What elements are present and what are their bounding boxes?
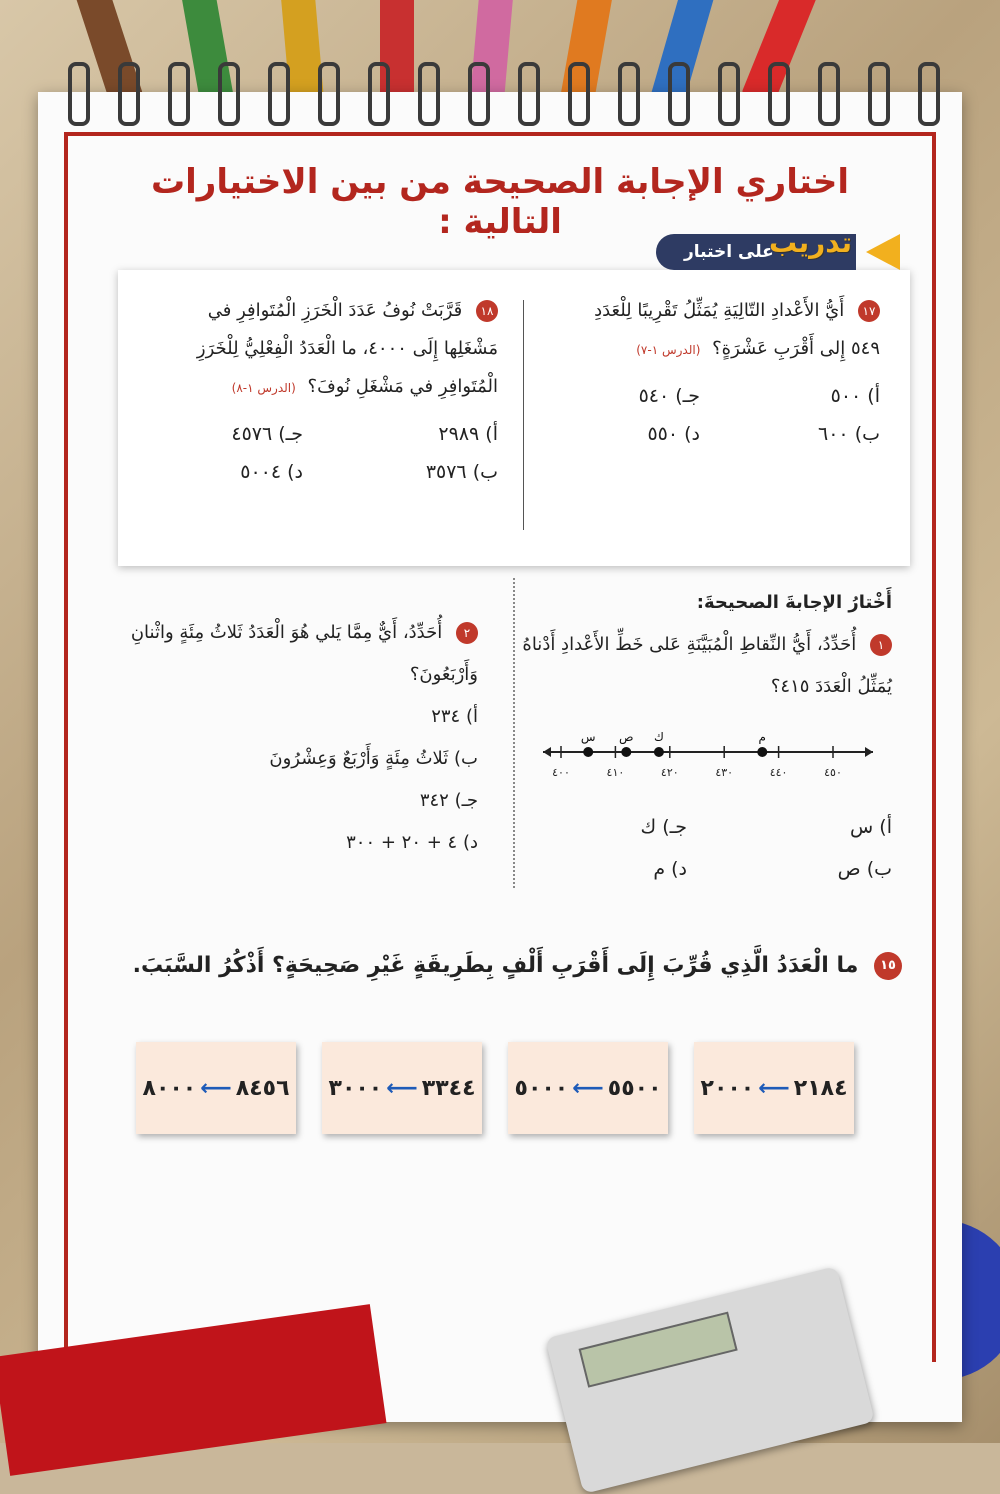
option-b[interactable]: ب) ثَلاثُ مِئَةٍ وَأَرْبَعٌ وَعِشْرُونَ <box>269 748 478 769</box>
question-number: ١ <box>870 634 892 656</box>
options <box>148 415 498 491</box>
question-number: ١٧ <box>858 300 880 322</box>
question-18 <box>148 292 498 491</box>
point-label: ك <box>653 732 664 744</box>
lesson-ref: (الدرس ١-٧) <box>636 343 701 357</box>
question-text: أَيُّ الأَعْدادِ التّالِيَةِ يُمَثِّلُ تَقْرِيبًا لِلْعَدَدِ ٥٤٩ إِلى أَقْرَبِ عَشْرَةٍ؟ <box>594 300 880 359</box>
tick-label: ٤٢٠ <box>660 766 679 779</box>
question-text: ما الْعَدَدُ الَّذِي قُرِّبَ إِلَى أَقْرَبِ أَلْفٍ بِطَرِيقَةٍ غَيْرِ صَحِيحَةٍ؟ أَذْكُرُ السَّبَبَ. <box>132 953 859 978</box>
point-405 <box>583 747 593 757</box>
section-divider <box>513 578 515 888</box>
option-d[interactable]: د) ٥٠٠٤ <box>240 461 303 483</box>
arrow-left-icon: ⟵ <box>386 1075 418 1101</box>
option-c[interactable]: جـ) ٤٥٧٦ <box>231 423 303 445</box>
option-c[interactable]: جـ) ٥٤٠ <box>638 385 700 407</box>
option-c[interactable]: جـ) ك <box>640 816 687 838</box>
ribbon-arrow-icon <box>866 234 900 270</box>
ribbon-logo: تدريب <box>769 226 852 259</box>
options <box>522 806 892 890</box>
rounding-card[interactable]: ٣٣٤٤ ⟵ ٣٠٠٠ <box>322 1042 482 1134</box>
number-line <box>543 732 873 782</box>
column-divider <box>523 300 524 530</box>
arrow-left-icon <box>543 747 551 757</box>
tick-label: ٤١٠ <box>606 766 625 779</box>
point-437 <box>757 747 767 757</box>
test-practice-box <box>118 226 910 566</box>
point-label: ص <box>619 732 634 744</box>
option-a[interactable]: أ) ٢٣٤ <box>431 706 478 727</box>
arrow-left-icon: ⟵ <box>200 1075 232 1101</box>
question-number: ١٥ <box>874 952 902 980</box>
section-heading: أَخْتارُ الإجابةَ الصحيحةَ: <box>696 592 892 613</box>
option-c[interactable]: جـ) ٣٤٢ <box>419 790 478 811</box>
point-418 <box>654 747 664 757</box>
page-title: اختاري الإجابة الصحيحة من بين الاختيارات التالية : <box>150 162 850 242</box>
rounding-card[interactable]: ٢١٨٤ ⟵ ٢٠٠٠ <box>694 1042 854 1134</box>
arrow-left-icon: ⟵ <box>758 1075 790 1101</box>
question-text: أُحَدِّدُ، أَيُّ النِّقاطِ الْمُبَيَّنَةِ عَلى خَطِّ الأَعْدادِ أَدْناهُ يُمَثِّلُ الْعَدَدَ ٤١٥؟ <box>522 634 892 697</box>
question-2 <box>108 612 478 864</box>
question-15 <box>98 952 902 980</box>
lesson-ref: (الدرس ١-٨) <box>231 381 296 395</box>
arrow-right-icon <box>865 747 873 757</box>
question-text: قَرَّبَتْ نُوفُ عَدَدَ الْخَرَزِ الْمُتَوافِرِ في مَشْغَلِها إِلَى ٤٠٠٠، ما الْعَدَدُ الْفِعْلِيُّ لِلْخَرَزِ الْمُتَوافِرِ في مَشْغَلِ نُوفَ؟ <box>196 300 498 397</box>
point-label: س <box>580 732 596 744</box>
tick-label: ٤٠٠ <box>552 766 570 779</box>
rounding-card[interactable]: ٨٤٥٦ ⟵ ٨٠٠٠ <box>136 1042 296 1134</box>
question-number: ١٨ <box>476 300 498 322</box>
tick-label: ٤٣٠ <box>715 766 734 779</box>
rounding-cards <box>134 1042 854 1134</box>
option-d[interactable]: د) ٥٥٠ <box>647 423 700 445</box>
option-a[interactable]: أ) ٢٩٨٩ <box>438 423 498 445</box>
arrow-left-icon: ⟵ <box>572 1075 604 1101</box>
question-17 <box>560 292 880 453</box>
option-a[interactable]: أ) س <box>850 816 892 838</box>
options <box>560 377 880 453</box>
option-b[interactable]: ب) ٦٠٠ <box>818 423 880 445</box>
ribbon-subtitle: على اختبار <box>684 242 774 262</box>
point-412 <box>621 747 631 757</box>
rounding-card[interactable]: ٥٥٠٠ ⟵ ٥٠٠٠ <box>508 1042 668 1134</box>
question-number: ٢ <box>456 622 478 644</box>
option-b[interactable]: ب) ٣٥٧٦ <box>425 461 498 483</box>
option-d[interactable]: د) م <box>653 858 687 880</box>
tick-label: ٤٥٠ <box>824 766 842 779</box>
tick-label: ٤٤٠ <box>769 766 788 779</box>
option-b[interactable]: ب) ص <box>837 858 892 880</box>
point-label: م <box>758 732 766 744</box>
option-d[interactable]: د) ٤ + ٢٠ + ٣٠٠ <box>346 832 478 853</box>
question-text: أُحَدِّدُ، أَيٌّ مِمَّا يَلي هُوَ الْعَدَدُ ثَلاثُ مِئَةٍ واثْنانِ وَأَرْبَعُونَ؟ <box>130 622 478 685</box>
option-a[interactable]: أ) ٥٠٠ <box>830 385 880 407</box>
notebook-page <box>38 92 962 1422</box>
